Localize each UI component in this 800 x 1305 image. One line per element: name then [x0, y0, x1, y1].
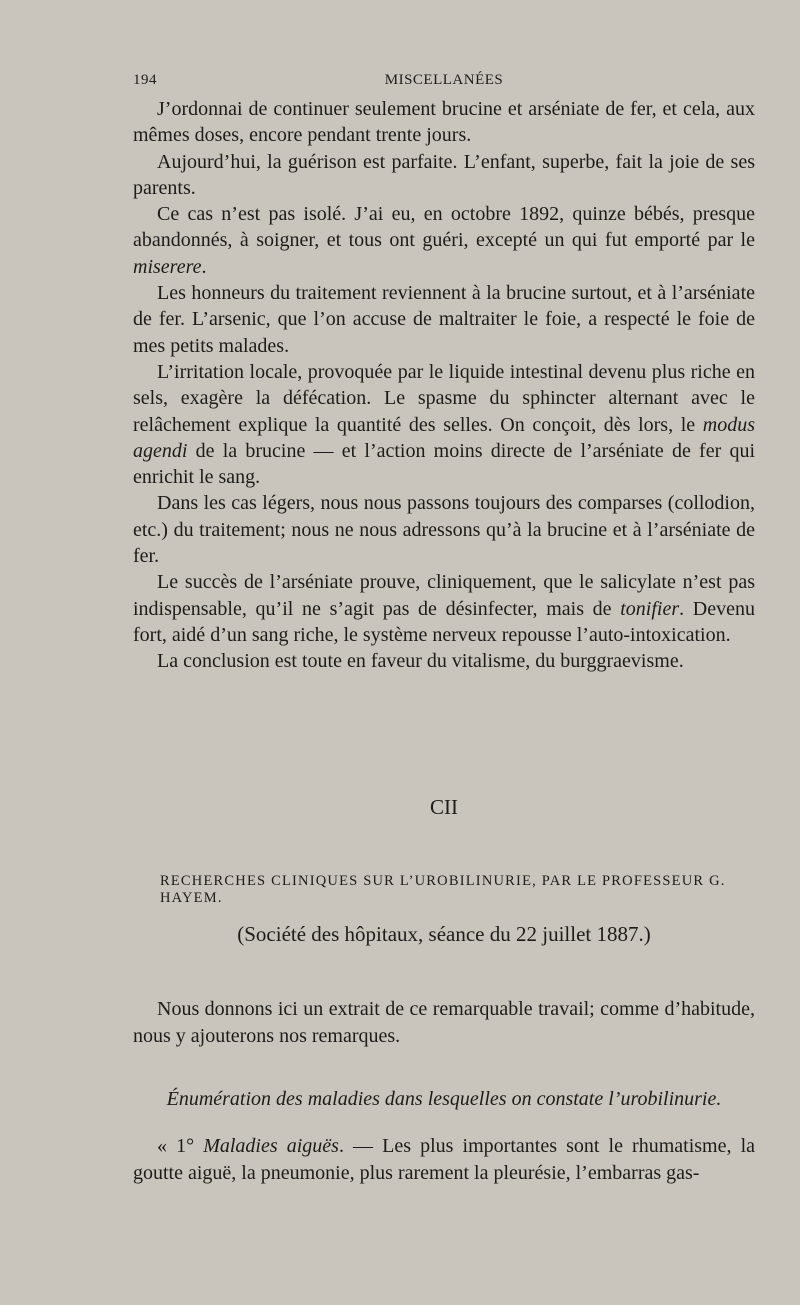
quote-paragraph: [133, 1133, 755, 1187]
paragraph: [133, 359, 755, 490]
quote: [133, 1133, 755, 1187]
text-run: L’irritation locale, provoquée par le liquide intestinal devenu plus riche en sels, exagère la défécation. Le spasme du sphincter alternant avec le relâchement explique la quantité des selles. On conçoit, dès lors, le: [133, 360, 755, 436]
text-run: .: [201, 255, 207, 278]
section-title: RECHERCHES CLINIQUES SUR L’UROBILINURIE, PAR LE PROFESSEUR G. HAYEM.: [160, 873, 726, 906]
italic-heading: Énumération des maladies dans lesquelles on constate l’urobilinurie.: [166, 1088, 722, 1110]
text-run: La conclusion est toute en faveur du vitalisme, du burggraevisme.: [157, 650, 684, 673]
section-intro: [133, 996, 755, 1050]
paragraph: [133, 648, 755, 674]
paragraph: [133, 490, 755, 569]
paragraph: [133, 96, 755, 149]
italic-text: modus agendi: [133, 413, 755, 462]
running-head: [133, 72, 755, 92]
paragraph: [133, 280, 755, 359]
body-text: [133, 96, 755, 675]
running-title: MISCELLANÉES: [384, 72, 504, 88]
intro-paragraph: Nous donnons ici un extrait de ce remarquable travail; comme d’habitude, nous y ajouterons nos remarques.: [133, 998, 755, 1047]
section-subtitle: (Société des hôpitaux, séance du 22 juillet 1887.): [237, 922, 651, 946]
page-number: 194: [133, 72, 157, 88]
paragraph: [133, 201, 755, 280]
text-run: Le succès de l’arséniate prouve, cliniquement, que le salicylate n’est pas indispensable, qu’il ne s’agit pas de désinfecter, mais de: [133, 571, 755, 620]
paragraph: [133, 569, 755, 648]
text-run: Ce cas n’est pas isolé. J’ai eu, en octobre 1892, quinze bébés, presque abandonnés, à soigner, et tous ont guéri, excepté un qui fut emporté par le: [133, 203, 755, 252]
text-run: . — Les plus importantes sont le rhumatisme, la goutte aiguë, la pneumonie, plus rarement la pleurésie, l’embarras gas-: [133, 1135, 755, 1184]
text-run: J’ordonnai de continuer seulement brucine et arséniate de fer, et cela, aux mêmes doses, encore pendant trente jours.: [133, 98, 755, 147]
text-run: Aujourd’hui, la guérison est parfaite. L’enfant, superbe, fait la joie de ses parents.: [133, 150, 755, 199]
text-run: de la brucine — et l’action moins directe de l’arséniate de fer qui enrichit le sang.: [133, 439, 755, 489]
italic-text: Maladies aiguës: [203, 1135, 339, 1157]
paragraph: [133, 149, 755, 202]
text-run: « 1°: [157, 1135, 204, 1157]
text-run: Les honneurs du traitement reviennent à la brucine surtout, et à l’arséniate de fer. L’arsenic, que l’on accuse de maltraiter le foie, a respecté le foie de mes petits malades.: [133, 282, 755, 357]
text-run: . Devenu fort, aidé d’un sang riche, le système nerveux repousse l’auto-intoxication.: [133, 597, 756, 646]
italic-text: miserere: [133, 255, 202, 278]
italic-text: tonifier: [620, 597, 680, 620]
text-run: Dans les cas légers, nous nous passons toujours des comparses (collodion, etc.) du traitement; nous ne nous adressons qu’à la brucine et à l’arséniate de fer.: [133, 492, 755, 568]
section-number: CII: [430, 795, 458, 819]
